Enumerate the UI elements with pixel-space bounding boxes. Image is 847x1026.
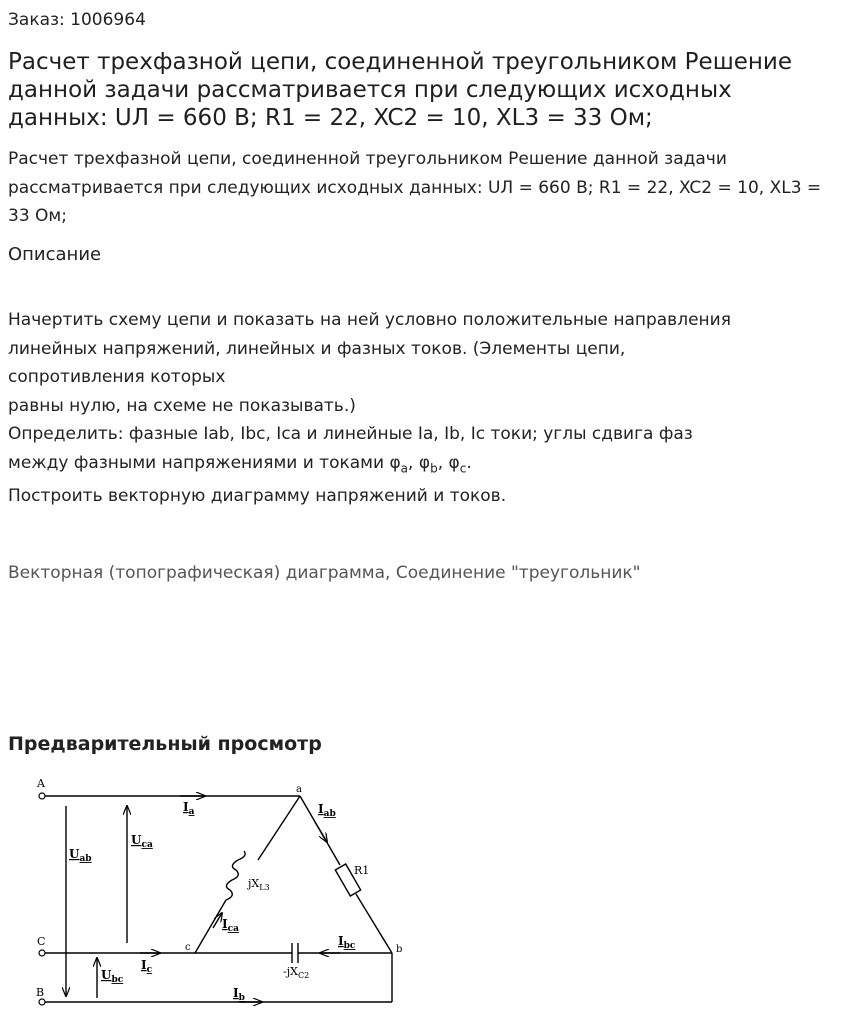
tag-link-delta-connection[interactable]: Соединение "треугольник" bbox=[395, 563, 641, 583]
current-ibc-label: $I_{bc}$ bbox=[338, 934, 356, 951]
voltage-ubc-label: $U_{bc}$ bbox=[101, 968, 124, 985]
inductor-l3 bbox=[226, 851, 245, 900]
node-label-a: a bbox=[296, 784, 302, 795]
resistor-r1-label: R1 bbox=[354, 864, 370, 877]
description-text bbox=[8, 306, 838, 511]
circuit-schematic bbox=[30, 770, 410, 1015]
terminal-label-c: C bbox=[37, 935, 46, 948]
description-line: Построить векторную диаграмму напряжений и токов. bbox=[8, 486, 507, 507]
terminal-label-a: A bbox=[37, 777, 45, 790]
current-ica-label: $I_{ca}$ bbox=[222, 917, 239, 934]
preview-heading: Предварительный просмотр bbox=[8, 733, 322, 755]
phi-a-subscript: a bbox=[400, 460, 409, 475]
node-label-c: c bbox=[185, 942, 191, 953]
current-iab-label: $I_{ab}$ bbox=[318, 802, 336, 819]
tag-separator: , bbox=[385, 563, 396, 583]
current-ib-label: $I_b$ bbox=[233, 986, 245, 1003]
description-line: равны нулю, на схеме не показывать.) bbox=[8, 395, 356, 416]
description-line: сопротивления которых bbox=[8, 367, 226, 387]
phi-b-subscript: b bbox=[430, 460, 438, 475]
page-title: Расчет трехфазной цепи, соединенной треугольником Решение данной задачи рассматривается при следующих исходных данных: UЛ = 660 В; R1 = 22, XC2 = 10, XL3 = 33 Ом; bbox=[8, 49, 793, 131]
branch-ca-top bbox=[258, 796, 300, 860]
description-line: между фазными напряжениями и токами $\varphi_a$, $\varphi_b$, $\varphi_c$. bbox=[8, 452, 472, 475]
terminal-a-circle bbox=[39, 793, 45, 799]
phi-c-subscript: c bbox=[459, 460, 467, 475]
lead-text: Расчет трехфазной цепи, соединенной треугольником Решение данной задачи рассматривается при следующих исходных данных: UЛ = 660 В; R1 = 22, XC2 = 10, XL3 = 33 Ом; bbox=[8, 149, 822, 226]
terminal-c-circle bbox=[39, 950, 45, 956]
description-line-prefix: между фазными напряжениями и токами φ bbox=[8, 452, 401, 473]
description-line: Определить: фазные Iab, Ibc, Ica и линейные Ia, Ib, Ic токи; углы сдвига фаз bbox=[8, 424, 693, 444]
capacitor-xc2-label: $-jX_{C2}$ bbox=[283, 965, 310, 980]
current-ia-label: $I_a$ bbox=[183, 800, 195, 817]
current-ic-label: $I_c$ bbox=[141, 958, 153, 975]
tag-link-vector-diagram[interactable]: Векторная (топографическая) диаграмма bbox=[8, 563, 386, 583]
order-number: Заказ: 1006964 bbox=[8, 10, 146, 30]
description-line: линейных напряжений, линейных и фазных токов. (Элементы цепи, bbox=[8, 338, 626, 359]
terminal-b-circle bbox=[39, 999, 45, 1005]
tag-list bbox=[8, 563, 641, 583]
arrow-iab bbox=[315, 822, 327, 842]
branch-ab-bottom bbox=[356, 894, 392, 953]
voltage-uab-label: $U_{ab}$ bbox=[69, 847, 92, 864]
inductor-xl3-label: $jX_{L3}$ bbox=[248, 877, 270, 892]
description-line: Начертить схему цепи и показать на ней условно положительные направления bbox=[8, 310, 731, 330]
terminal-label-b: B bbox=[36, 986, 45, 999]
voltage-uca-label: $U_{ca}$ bbox=[131, 833, 153, 850]
description-heading: Описание bbox=[8, 244, 102, 265]
node-label-b: b bbox=[396, 944, 403, 955]
